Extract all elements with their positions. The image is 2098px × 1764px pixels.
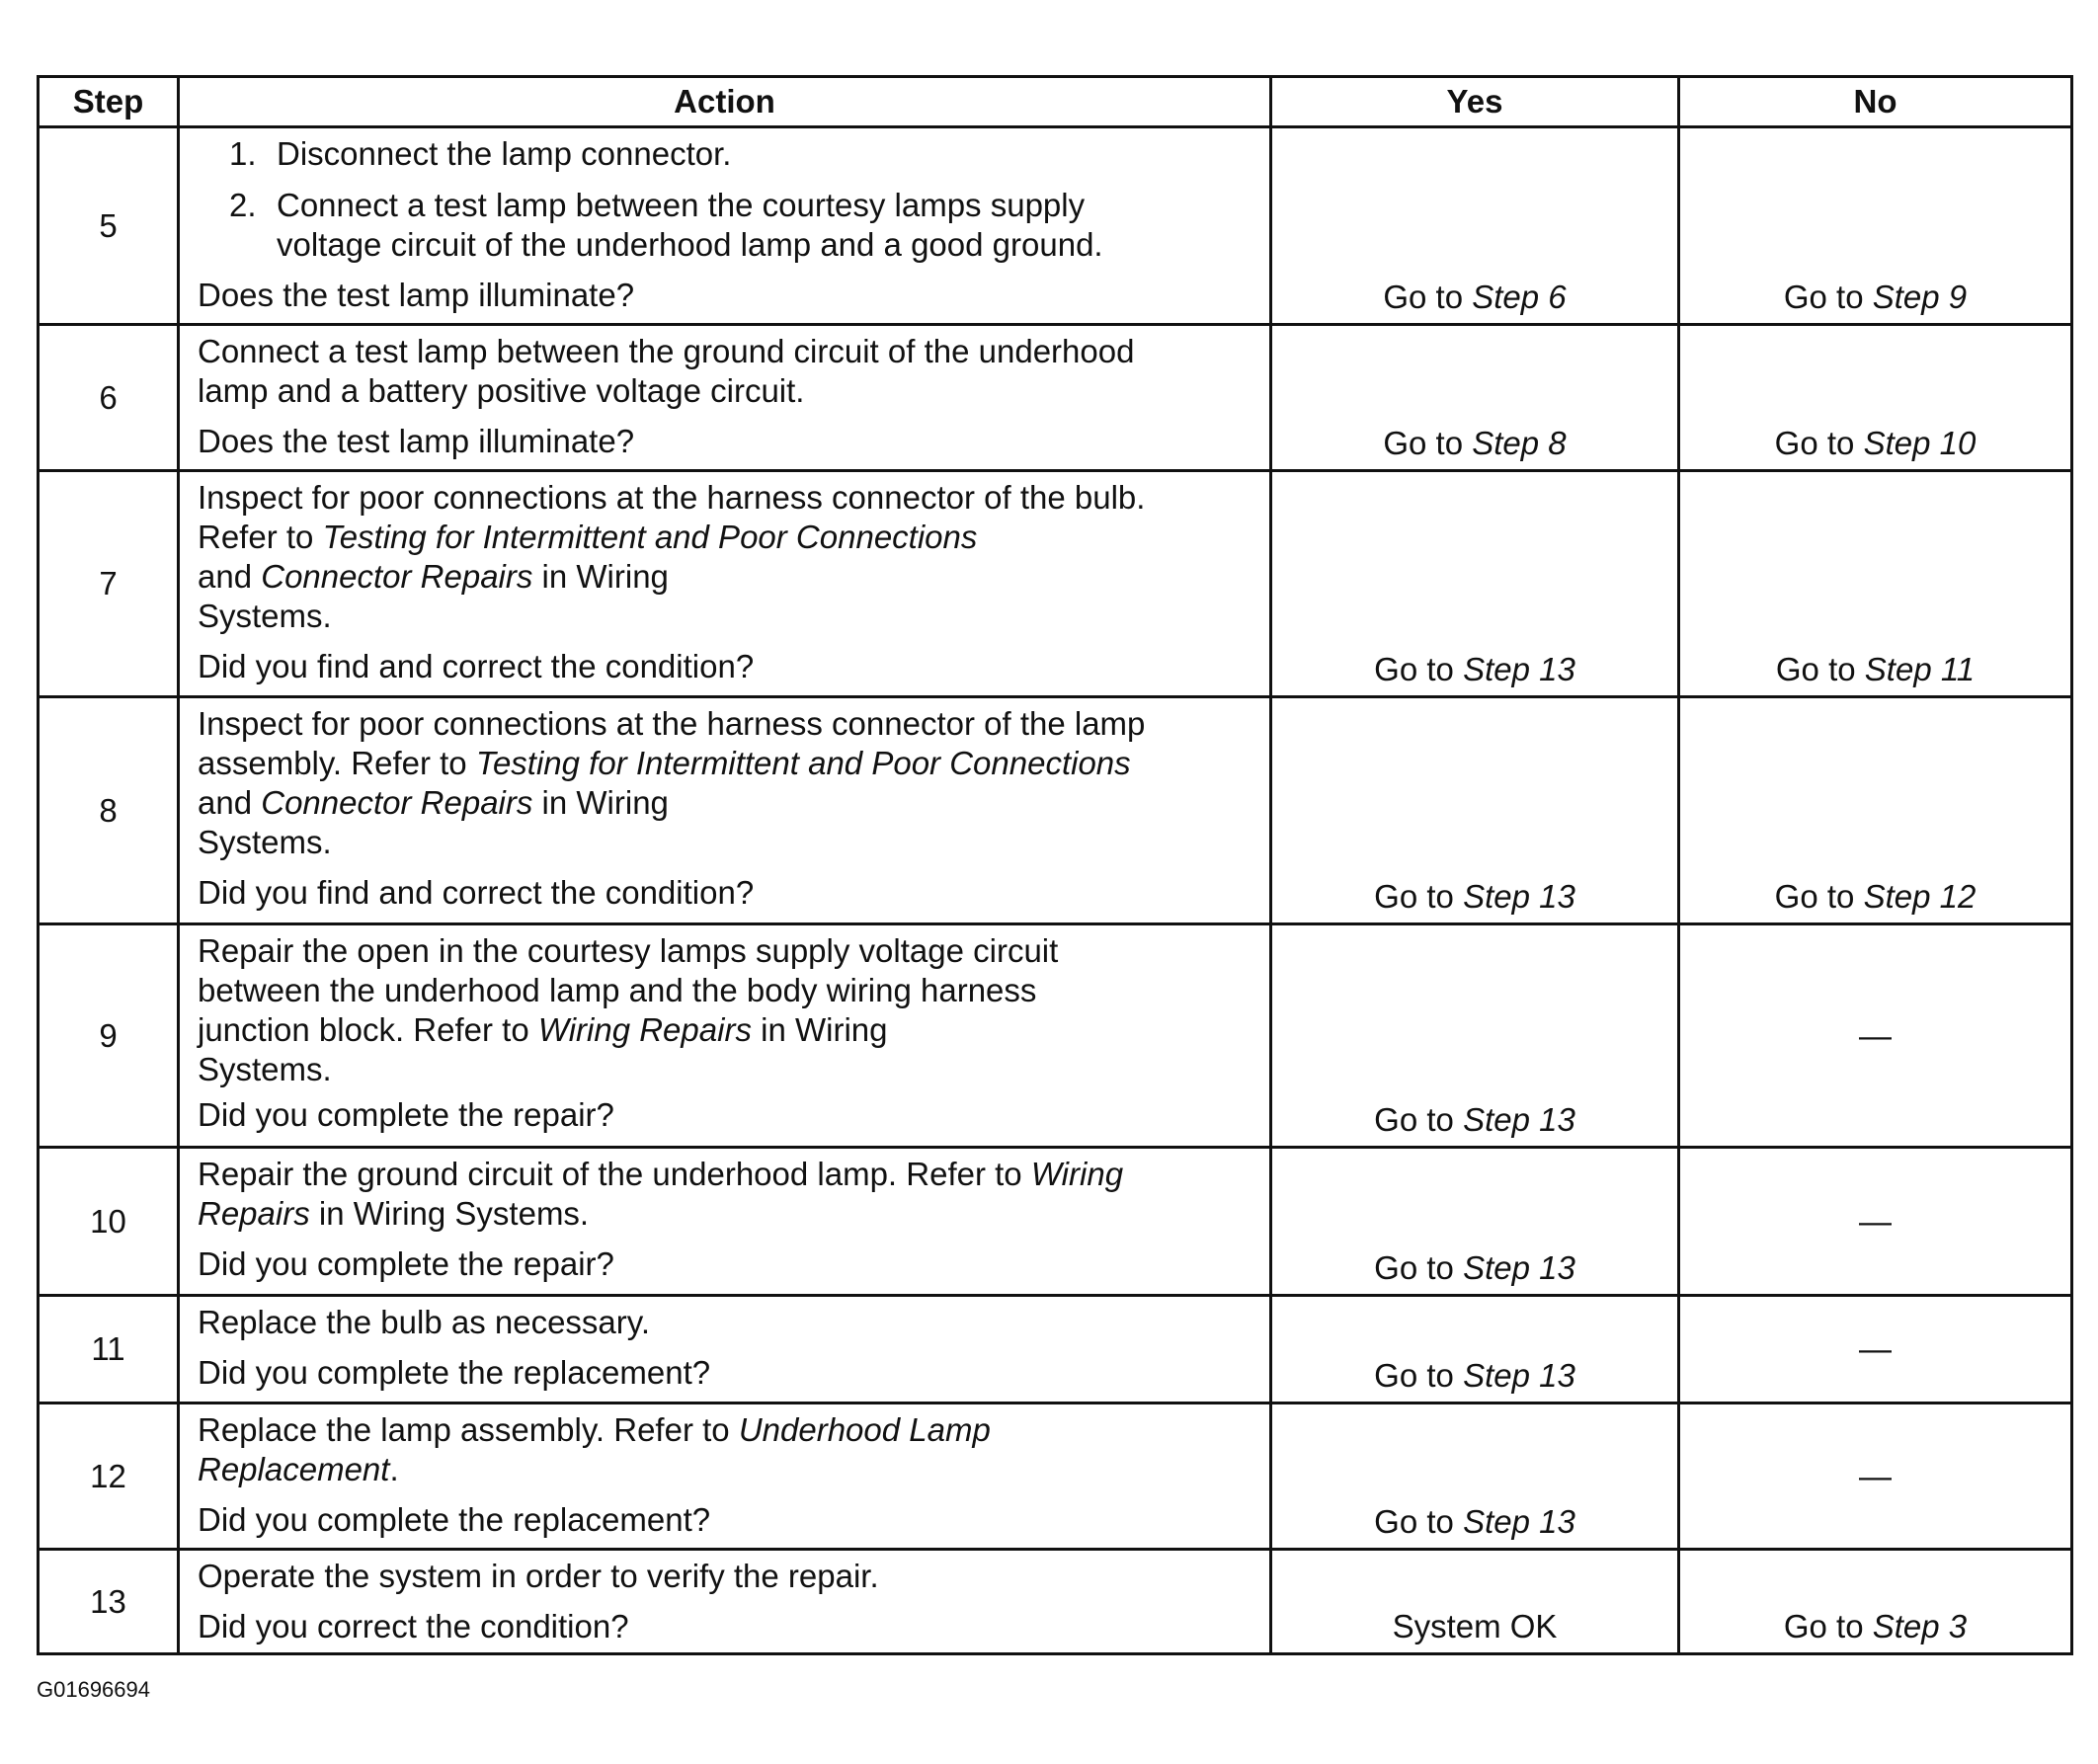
no-result: —	[1679, 924, 2072, 1148]
manual-reference: Testing for Intermittent and Poor Connections	[475, 745, 1131, 781]
list-item	[198, 186, 1255, 265]
question-text: Did you find and correct the condition?	[198, 648, 755, 684]
action-cell	[179, 1403, 1271, 1550]
goto-prefix: Go to	[1383, 425, 1473, 461]
yes-result	[1271, 325, 1679, 471]
action-cell	[179, 325, 1271, 471]
action-text: Operate the system in order to verify the repair.	[198, 1558, 879, 1594]
step-reference: Step 8	[1472, 425, 1567, 461]
table-row	[39, 924, 2072, 1148]
goto-prefix: Go to	[1774, 425, 1864, 461]
yes-result: System OK	[1271, 1550, 1679, 1654]
table-row	[39, 127, 2072, 325]
question-text: Did you complete the replacement?	[198, 1354, 711, 1391]
table-row	[39, 1148, 2072, 1296]
table-row	[39, 325, 2072, 471]
table-row	[39, 1403, 2072, 1550]
step-reference: Step 12	[1863, 878, 1977, 915]
step-number: 9	[39, 924, 179, 1148]
manual-reference: Underhood Lamp	[738, 1411, 991, 1448]
no-result: —	[1679, 1296, 2072, 1403]
action-cell	[179, 1148, 1271, 1296]
step-number: 5	[39, 127, 179, 325]
action-text: Systems.	[198, 824, 332, 860]
goto-prefix: Go to	[1374, 878, 1464, 915]
goto-prefix: Go to	[1374, 1101, 1464, 1138]
text-fragment: and	[198, 784, 262, 821]
question-text: Did you correct the condition?	[198, 1608, 629, 1644]
step-reference: Step 13	[1463, 1101, 1575, 1138]
table-row	[39, 697, 2072, 924]
step-reference: Step 3	[1872, 1608, 1968, 1644]
no-result: —	[1679, 1148, 2072, 1296]
action-text: Inspect for poor connections at the harness connector of the lamp	[198, 705, 1146, 742]
yes-result	[1271, 697, 1679, 924]
step-reference: Step 9	[1872, 279, 1968, 315]
action-text	[198, 1194, 1255, 1234]
action-text: Connect a test lamp between the ground circuit of the underhood	[198, 333, 1135, 369]
step-reference: Step 13	[1463, 1249, 1575, 1286]
step-reference: Step 13	[1463, 1503, 1575, 1540]
step-number: 7	[39, 471, 179, 697]
action-text	[198, 1410, 1255, 1450]
header-no: No	[1679, 77, 2072, 127]
goto-prefix: Go to	[1374, 651, 1464, 687]
list-number: 1.	[229, 135, 257, 172]
text-fragment: Replace the lamp assembly. Refer to	[198, 1411, 739, 1448]
action-cell	[179, 1296, 1271, 1403]
header-row	[39, 77, 2072, 127]
action-text: lamp and a battery positive voltage circuit.	[198, 372, 805, 409]
manual-reference: Replacement	[198, 1451, 390, 1487]
manual-reference: Connector Repairs	[261, 558, 533, 595]
yes-result	[1271, 1403, 1679, 1550]
action-text: Disconnect the lamp connector.	[277, 135, 732, 172]
table-row	[39, 1296, 2072, 1403]
action-text	[198, 783, 1255, 823]
action-text: Systems.	[198, 598, 332, 634]
no-result	[1679, 127, 2072, 325]
yes-result	[1271, 1148, 1679, 1296]
list-number: 2.	[229, 187, 257, 223]
text-fragment: assembly. Refer to	[198, 745, 476, 781]
no-result	[1679, 1550, 2072, 1654]
text-fragment: in Wiring	[751, 1011, 888, 1048]
text-fragment: Refer to	[198, 519, 323, 555]
action-cell	[179, 924, 1271, 1148]
list-item	[198, 134, 1255, 174]
goto-prefix: Go to	[1374, 1357, 1464, 1394]
step-number: 11	[39, 1296, 179, 1403]
action-text	[198, 1450, 1255, 1489]
step-reference: Step 6	[1472, 279, 1567, 315]
step-reference: Step 13	[1463, 651, 1575, 687]
step-reference: Step 11	[1864, 651, 1976, 687]
action-text	[198, 1010, 1255, 1050]
action-text	[198, 518, 1255, 557]
action-cell	[179, 127, 1271, 325]
action-text	[198, 744, 1255, 783]
goto-prefix: Go to	[1783, 279, 1873, 315]
goto-prefix: Go to	[1775, 651, 1865, 687]
yes-result	[1271, 1296, 1679, 1403]
figure-id: G01696694	[37, 1677, 150, 1702]
step-number: 8	[39, 697, 179, 924]
goto-prefix: Go to	[1374, 1503, 1464, 1540]
step-number: 12	[39, 1403, 179, 1550]
action-cell	[179, 471, 1271, 697]
text-fragment: Repair the ground circuit of the underhood lamp. Refer to	[198, 1156, 1031, 1192]
question-text: Did you complete the replacement?	[198, 1501, 711, 1538]
step-number: 10	[39, 1148, 179, 1296]
table-row	[39, 1550, 2072, 1654]
question-text: Does the test lamp illuminate?	[198, 423, 635, 459]
action-cell	[179, 1550, 1271, 1654]
action-text: Replace the bulb as necessary.	[198, 1304, 650, 1340]
action-text: voltage circuit of the underhood lamp and a good ground.	[277, 226, 1103, 263]
manual-reference: Testing for Intermittent and Poor Connections	[322, 519, 978, 555]
manual-reference: Wiring Repairs	[537, 1011, 752, 1048]
manual-reference: Connector Repairs	[261, 784, 533, 821]
action-text: Repair the open in the courtesy lamps supply voltage circuit	[198, 932, 1059, 969]
diagnostic-table	[37, 75, 2073, 1655]
text-fragment: in Wiring	[532, 784, 669, 821]
text-fragment: in Wiring	[532, 558, 669, 595]
action-text: Connect a test lamp between the courtesy lamps supply	[277, 187, 1086, 223]
action-text: Systems.	[198, 1051, 332, 1087]
text-fragment: .	[389, 1451, 399, 1487]
action-cell	[179, 697, 1271, 924]
header-yes: Yes	[1271, 77, 1679, 127]
text-fragment: in Wiring Systems.	[309, 1195, 590, 1232]
yes-result	[1271, 471, 1679, 697]
action-text: Inspect for poor connections at the harness connector of the bulb.	[198, 479, 1146, 516]
step-number: 6	[39, 325, 179, 471]
question-text: Does the test lamp illuminate?	[198, 277, 635, 313]
header-step: Step	[39, 77, 179, 127]
goto-prefix: Go to	[1783, 1608, 1873, 1644]
step-number: 13	[39, 1550, 179, 1654]
manual-reference: Repairs	[198, 1195, 310, 1232]
question-text: Did you complete the repair?	[198, 1245, 614, 1282]
action-text	[198, 1155, 1255, 1194]
question-text: Did you find and correct the condition?	[198, 874, 755, 911]
step-reference: Step 10	[1863, 425, 1977, 461]
step-reference: Step 13	[1463, 878, 1575, 915]
text-fragment: and	[198, 558, 262, 595]
yes-result	[1271, 924, 1679, 1148]
no-result	[1679, 471, 2072, 697]
table-row	[39, 471, 2072, 697]
question-text: Did you complete the repair?	[198, 1096, 614, 1133]
header-action: Action	[179, 77, 1271, 127]
step-reference: Step 13	[1463, 1357, 1575, 1394]
manual-reference: Wiring	[1030, 1156, 1124, 1192]
action-text: between the underhood lamp and the body wiring harness	[198, 972, 1037, 1008]
action-text	[198, 557, 1255, 597]
no-result	[1679, 697, 2072, 924]
goto-prefix: Go to	[1774, 878, 1864, 915]
no-result: —	[1679, 1403, 2072, 1550]
goto-prefix: Go to	[1383, 279, 1473, 315]
no-result	[1679, 325, 2072, 471]
goto-prefix: Go to	[1374, 1249, 1464, 1286]
yes-result	[1271, 127, 1679, 325]
text-fragment: junction block. Refer to	[198, 1011, 538, 1048]
